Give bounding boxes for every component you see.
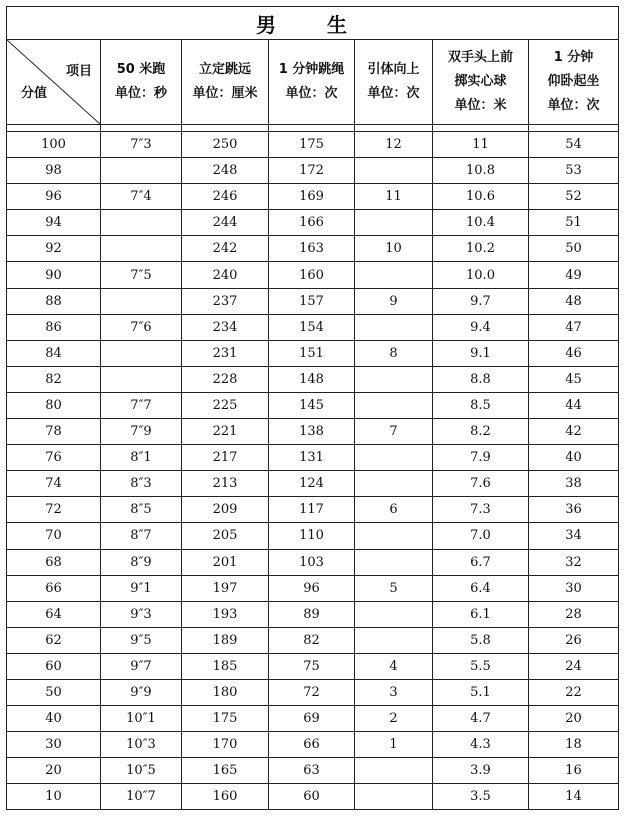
- value-cell: 54: [529, 132, 619, 158]
- table-row: [7, 758, 619, 784]
- table-row: [7, 679, 619, 705]
- value-cell: 8.2: [433, 419, 529, 445]
- gap-cell: [182, 125, 269, 132]
- value-cell: 8″3: [101, 471, 182, 497]
- value-cell: 148: [269, 366, 355, 392]
- value-cell: [101, 366, 182, 392]
- table-row: [7, 497, 619, 523]
- value-cell: 163: [269, 236, 355, 262]
- value-cell: 3.5: [433, 784, 529, 810]
- value-cell: 7″9: [101, 419, 182, 445]
- value-cell: 213: [182, 471, 269, 497]
- value-cell: 7.0: [433, 523, 529, 549]
- value-cell: 8″5: [101, 497, 182, 523]
- score-cell: 72: [7, 497, 101, 523]
- table-row: [7, 314, 619, 340]
- table-row: [7, 784, 619, 810]
- value-cell: 248: [182, 158, 269, 184]
- value-cell: 34: [529, 523, 619, 549]
- column-header-line: 单位：次: [285, 86, 338, 101]
- value-cell: 131: [269, 445, 355, 471]
- column-header-line: 立定跳远: [198, 62, 251, 77]
- value-cell: [101, 158, 182, 184]
- table-row: [7, 210, 619, 236]
- value-cell: 242: [182, 236, 269, 262]
- column-header-line: 掷实心球: [454, 74, 507, 89]
- column-header-line: 1 分钟: [553, 50, 594, 65]
- value-cell: 18: [529, 732, 619, 758]
- value-cell: 169: [269, 184, 355, 210]
- value-cell: 32: [529, 549, 619, 575]
- value-cell: 250: [182, 132, 269, 158]
- column-header-3: [355, 40, 433, 125]
- value-cell: [101, 340, 182, 366]
- value-cell: 7″3: [101, 132, 182, 158]
- value-cell: 72: [269, 679, 355, 705]
- value-cell: 225: [182, 392, 269, 418]
- value-cell: 75: [269, 653, 355, 679]
- score-cell: 20: [7, 758, 101, 784]
- value-cell: 228: [182, 366, 269, 392]
- value-cell: 10″3: [101, 732, 182, 758]
- header-gap-row: [7, 125, 619, 132]
- score-cell: 66: [7, 575, 101, 601]
- value-cell: 5.1: [433, 679, 529, 705]
- value-cell: [355, 392, 433, 418]
- value-cell: 16: [529, 758, 619, 784]
- value-cell: 170: [182, 732, 269, 758]
- value-cell: 9.4: [433, 314, 529, 340]
- value-cell: 60: [269, 784, 355, 810]
- value-cell: [355, 366, 433, 392]
- value-cell: 246: [182, 184, 269, 210]
- score-cell: 88: [7, 288, 101, 314]
- value-cell: 7: [355, 419, 433, 445]
- table-row: [7, 523, 619, 549]
- value-cell: 209: [182, 497, 269, 523]
- value-cell: 63: [269, 758, 355, 784]
- value-cell: 231: [182, 340, 269, 366]
- value-cell: 28: [529, 601, 619, 627]
- score-cell: 40: [7, 706, 101, 732]
- value-cell: 154: [269, 314, 355, 340]
- score-cell: 30: [7, 732, 101, 758]
- value-cell: 7″6: [101, 314, 182, 340]
- gap-cell: [529, 125, 619, 132]
- value-cell: 48: [529, 288, 619, 314]
- value-cell: 53: [529, 158, 619, 184]
- value-cell: 197: [182, 575, 269, 601]
- value-cell: 6: [355, 497, 433, 523]
- score-table: [6, 6, 619, 810]
- value-cell: 7″4: [101, 184, 182, 210]
- table-row: [7, 601, 619, 627]
- value-cell: 3.9: [433, 758, 529, 784]
- value-cell: 7″7: [101, 392, 182, 418]
- value-cell: 69: [269, 706, 355, 732]
- value-cell: 8″9: [101, 549, 182, 575]
- value-cell: 175: [182, 706, 269, 732]
- column-header-line: 仰卧起坐: [547, 74, 600, 89]
- score-cell: 74: [7, 471, 101, 497]
- table-title: 男 生: [7, 7, 619, 40]
- score-cell: 76: [7, 445, 101, 471]
- value-cell: 50: [529, 236, 619, 262]
- gap-cell: [269, 125, 355, 132]
- value-cell: 11: [355, 184, 433, 210]
- table-row: [7, 366, 619, 392]
- table-row: [7, 706, 619, 732]
- value-cell: 9.1: [433, 340, 529, 366]
- value-cell: 5.8: [433, 627, 529, 653]
- score-cell: 68: [7, 549, 101, 575]
- value-cell: 10″7: [101, 784, 182, 810]
- table-row: [7, 184, 619, 210]
- value-cell: [355, 523, 433, 549]
- diagonal-label-item: 项目: [65, 64, 92, 79]
- value-cell: 4: [355, 653, 433, 679]
- value-cell: 8.8: [433, 366, 529, 392]
- value-cell: 26: [529, 627, 619, 653]
- value-cell: 7″5: [101, 262, 182, 288]
- score-cell: 86: [7, 314, 101, 340]
- table-row: [7, 471, 619, 497]
- value-cell: 9: [355, 288, 433, 314]
- value-cell: 160: [269, 262, 355, 288]
- column-header-2: [269, 40, 355, 125]
- value-cell: 49: [529, 262, 619, 288]
- value-cell: 240: [182, 262, 269, 288]
- value-cell: [101, 236, 182, 262]
- value-cell: 221: [182, 419, 269, 445]
- value-cell: 9″3: [101, 601, 182, 627]
- value-cell: 4.7: [433, 706, 529, 732]
- value-cell: 45: [529, 366, 619, 392]
- value-cell: 9″5: [101, 627, 182, 653]
- value-cell: 66: [269, 732, 355, 758]
- table-row: [7, 262, 619, 288]
- value-cell: 3: [355, 679, 433, 705]
- table-row: [7, 732, 619, 758]
- value-cell: 6.4: [433, 575, 529, 601]
- gap-cell: [355, 125, 433, 132]
- score-cell: 98: [7, 158, 101, 184]
- value-cell: [355, 627, 433, 653]
- value-cell: 166: [269, 210, 355, 236]
- title-row: [7, 7, 619, 40]
- value-cell: 5: [355, 575, 433, 601]
- value-cell: 237: [182, 288, 269, 314]
- value-cell: [101, 288, 182, 314]
- column-header-line: 单位：次: [547, 98, 600, 113]
- value-cell: 10.6: [433, 184, 529, 210]
- value-cell: 160: [182, 784, 269, 810]
- column-header-line: 50 米跑: [116, 62, 166, 77]
- gap-cell: [433, 125, 529, 132]
- table-row: [7, 549, 619, 575]
- value-cell: 9.7: [433, 288, 529, 314]
- value-cell: 51: [529, 210, 619, 236]
- value-cell: 10.8: [433, 158, 529, 184]
- column-header-line: 双手头上前: [447, 50, 513, 65]
- score-cell: 92: [7, 236, 101, 262]
- column-header-line: 单位：次: [367, 86, 420, 101]
- table-row: [7, 445, 619, 471]
- value-cell: 193: [182, 601, 269, 627]
- value-cell: 110: [269, 523, 355, 549]
- value-cell: 151: [269, 340, 355, 366]
- value-cell: 189: [182, 627, 269, 653]
- table-row: [7, 419, 619, 445]
- table-row: [7, 132, 619, 158]
- value-cell: 7.6: [433, 471, 529, 497]
- value-cell: 96: [269, 575, 355, 601]
- table-row: [7, 627, 619, 653]
- value-cell: 44: [529, 392, 619, 418]
- table-row: [7, 340, 619, 366]
- value-cell: 52: [529, 184, 619, 210]
- value-cell: 42: [529, 419, 619, 445]
- column-header-4: [433, 40, 529, 125]
- value-cell: 40: [529, 445, 619, 471]
- value-cell: 4.3: [433, 732, 529, 758]
- score-cell: 62: [7, 627, 101, 653]
- score-cell: 64: [7, 601, 101, 627]
- value-cell: 22: [529, 679, 619, 705]
- column-header-line: 1 分钟跳绳: [278, 62, 345, 77]
- value-cell: 217: [182, 445, 269, 471]
- value-cell: 185: [182, 653, 269, 679]
- value-cell: [355, 601, 433, 627]
- value-cell: 201: [182, 549, 269, 575]
- value-cell: [355, 784, 433, 810]
- value-cell: 24: [529, 653, 619, 679]
- diagonal-label-score: 分值: [21, 86, 48, 101]
- column-header-5: [529, 40, 619, 125]
- gap-cell: [7, 125, 101, 132]
- value-cell: [101, 210, 182, 236]
- column-header-line: 单位：秒: [114, 86, 167, 101]
- value-cell: 5.5: [433, 653, 529, 679]
- table-row: [7, 288, 619, 314]
- value-cell: [355, 758, 433, 784]
- diagonal-header-cell: [7, 40, 101, 125]
- value-cell: 103: [269, 549, 355, 575]
- table-row: [7, 575, 619, 601]
- score-cell: 70: [7, 523, 101, 549]
- value-cell: 1: [355, 732, 433, 758]
- column-header-line: 单位：米: [454, 98, 507, 113]
- value-cell: 2: [355, 706, 433, 732]
- score-cell: 50: [7, 679, 101, 705]
- value-cell: [355, 471, 433, 497]
- value-cell: [355, 262, 433, 288]
- value-cell: 138: [269, 419, 355, 445]
- value-cell: 165: [182, 758, 269, 784]
- value-cell: 89: [269, 601, 355, 627]
- table-row: [7, 653, 619, 679]
- gap-cell: [101, 125, 182, 132]
- value-cell: 9″7: [101, 653, 182, 679]
- header-row: [7, 40, 619, 125]
- value-cell: [355, 158, 433, 184]
- value-cell: 11: [433, 132, 529, 158]
- table-row: [7, 158, 619, 184]
- score-table-sheet: [6, 6, 618, 810]
- value-cell: 10.0: [433, 262, 529, 288]
- value-cell: 10: [355, 236, 433, 262]
- value-cell: 7.9: [433, 445, 529, 471]
- score-cell: 90: [7, 262, 101, 288]
- value-cell: 10″5: [101, 758, 182, 784]
- value-cell: 8″7: [101, 523, 182, 549]
- value-cell: 9″1: [101, 575, 182, 601]
- score-cell: 80: [7, 392, 101, 418]
- table-row: [7, 392, 619, 418]
- score-cell: 96: [7, 184, 101, 210]
- value-cell: [355, 314, 433, 340]
- value-cell: [355, 445, 433, 471]
- score-cell: 10: [7, 784, 101, 810]
- column-header-1: [182, 40, 269, 125]
- value-cell: 9″9: [101, 679, 182, 705]
- value-cell: 6.7: [433, 549, 529, 575]
- value-cell: 8″1: [101, 445, 182, 471]
- value-cell: 117: [269, 497, 355, 523]
- value-cell: [355, 210, 433, 236]
- score-cell: 78: [7, 419, 101, 445]
- score-cell: 82: [7, 366, 101, 392]
- value-cell: 145: [269, 392, 355, 418]
- value-cell: 244: [182, 210, 269, 236]
- value-cell: 82: [269, 627, 355, 653]
- value-cell: 6.1: [433, 601, 529, 627]
- value-cell: 14: [529, 784, 619, 810]
- column-header-line: 单位：厘米: [192, 86, 258, 101]
- value-cell: 36: [529, 497, 619, 523]
- score-cell: 94: [7, 210, 101, 236]
- value-cell: 8.5: [433, 392, 529, 418]
- column-header-line: 引体向上: [367, 62, 420, 77]
- value-cell: 12: [355, 132, 433, 158]
- score-cell: 84: [7, 340, 101, 366]
- table-row: [7, 236, 619, 262]
- value-cell: 46: [529, 340, 619, 366]
- value-cell: 124: [269, 471, 355, 497]
- value-cell: [355, 549, 433, 575]
- value-cell: 20: [529, 706, 619, 732]
- value-cell: 10.2: [433, 236, 529, 262]
- score-cell: 60: [7, 653, 101, 679]
- value-cell: 180: [182, 679, 269, 705]
- value-cell: 175: [269, 132, 355, 158]
- value-cell: 30: [529, 575, 619, 601]
- value-cell: 10″1: [101, 706, 182, 732]
- value-cell: 172: [269, 158, 355, 184]
- value-cell: 38: [529, 471, 619, 497]
- value-cell: 10.4: [433, 210, 529, 236]
- value-cell: 157: [269, 288, 355, 314]
- value-cell: 47: [529, 314, 619, 340]
- score-cell: 100: [7, 132, 101, 158]
- value-cell: 8: [355, 340, 433, 366]
- column-header-0: [101, 40, 182, 125]
- value-cell: 205: [182, 523, 269, 549]
- value-cell: 234: [182, 314, 269, 340]
- value-cell: 7.3: [433, 497, 529, 523]
